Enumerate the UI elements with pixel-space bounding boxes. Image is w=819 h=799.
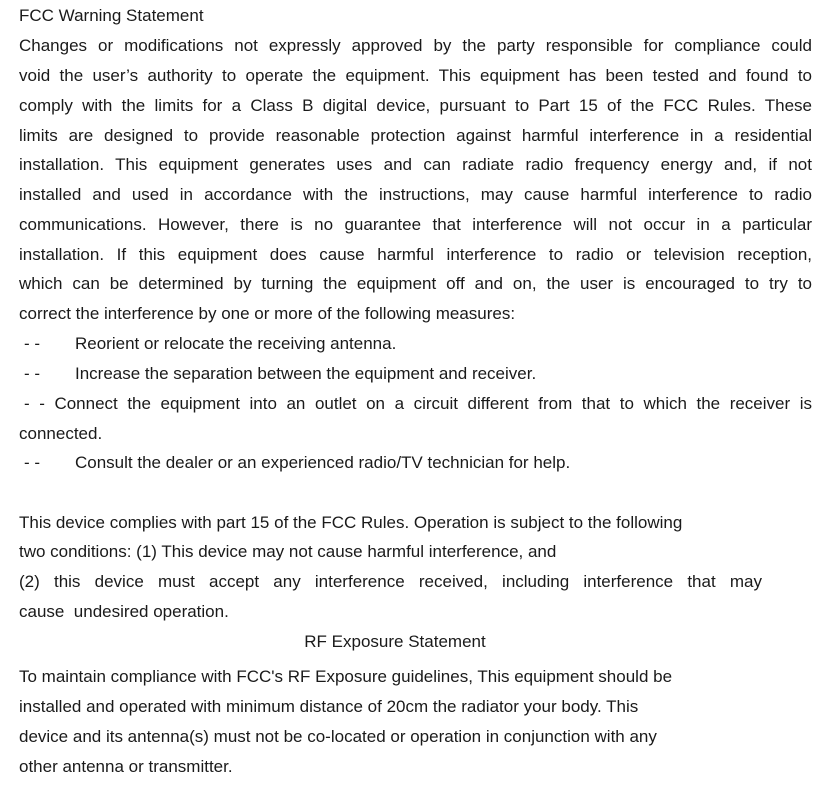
fcc-paragraph-line: correct the interference by one or more of the following measures: <box>19 304 516 323</box>
fcc-warning-title: FCC Warning Statement <box>19 6 204 25</box>
measure-text: Consult the dealer or an experienced radio/TV technician for help. <box>75 453 571 472</box>
rf-line: To maintain compliance with FCC's RF Exposure guidelines, This equipment should be <box>19 667 673 686</box>
fcc-paragraph-line: comply with the limits for a Class B digital device, pursuant to Part 15 of the FCC Rules. These <box>19 96 812 115</box>
bullet-dash: - - <box>24 453 41 472</box>
bullet-dash: - - <box>24 364 41 383</box>
fcc-paragraph-line: limits are designed to provide reasonable protection against harmful interference in a residential <box>19 126 812 145</box>
rf-line: installed and operated with minimum distance of 20cm the radiator your body. This <box>19 697 639 716</box>
part15-line: (2) this device must accept any interference received, including interference that may <box>19 572 762 591</box>
fcc-paragraph-line: installed and used in accordance with the instructions, may cause harmful interference to radio <box>19 185 812 204</box>
part15-line: two conditions: (1) This device may not cause harmful interference, and <box>19 542 557 561</box>
measure-text: Increase the separation between the equipment and receiver. <box>75 364 537 383</box>
part15-line: cause undesired operation. <box>19 602 229 621</box>
rf-exposure-title: RF Exposure Statement <box>304 632 486 651</box>
rf-line: other antenna or transmitter. <box>19 757 233 776</box>
fcc-paragraph-line: which can be determined by turning the equipment off and on, the user is encouraged to try to <box>19 274 812 293</box>
fcc-paragraph-line: Changes or modifications not expressly approved by the party responsible for compliance could <box>19 36 812 55</box>
measure-text: - - Connect the equipment into an outlet on a circuit different from that to which the receiver is <box>24 394 812 413</box>
fcc-paragraph-line: installation. This equipment generates uses and can radiate radio frequency energy and, if not <box>19 155 812 174</box>
fcc-paragraph-line: communications. However, there is no guarantee that interference will not occur in a particular <box>19 215 812 234</box>
fcc-paragraph-line: installation. If this equipment does cause harmful interference to radio or television reception, <box>19 245 812 264</box>
bullet-dash: - - <box>24 334 41 353</box>
fcc-paragraph-line: void the user’s authority to operate the equipment. This equipment has been tested and found to <box>19 66 812 85</box>
measure-text: Reorient or relocate the receiving antenna. <box>75 334 397 353</box>
part15-line: This device complies with part 15 of the FCC Rules. Operation is subject to the following <box>19 513 683 532</box>
measure-text-continued: connected. <box>19 424 103 443</box>
rf-line: device and its antenna(s) must not be co-located or operation in conjunction with any <box>19 727 657 746</box>
